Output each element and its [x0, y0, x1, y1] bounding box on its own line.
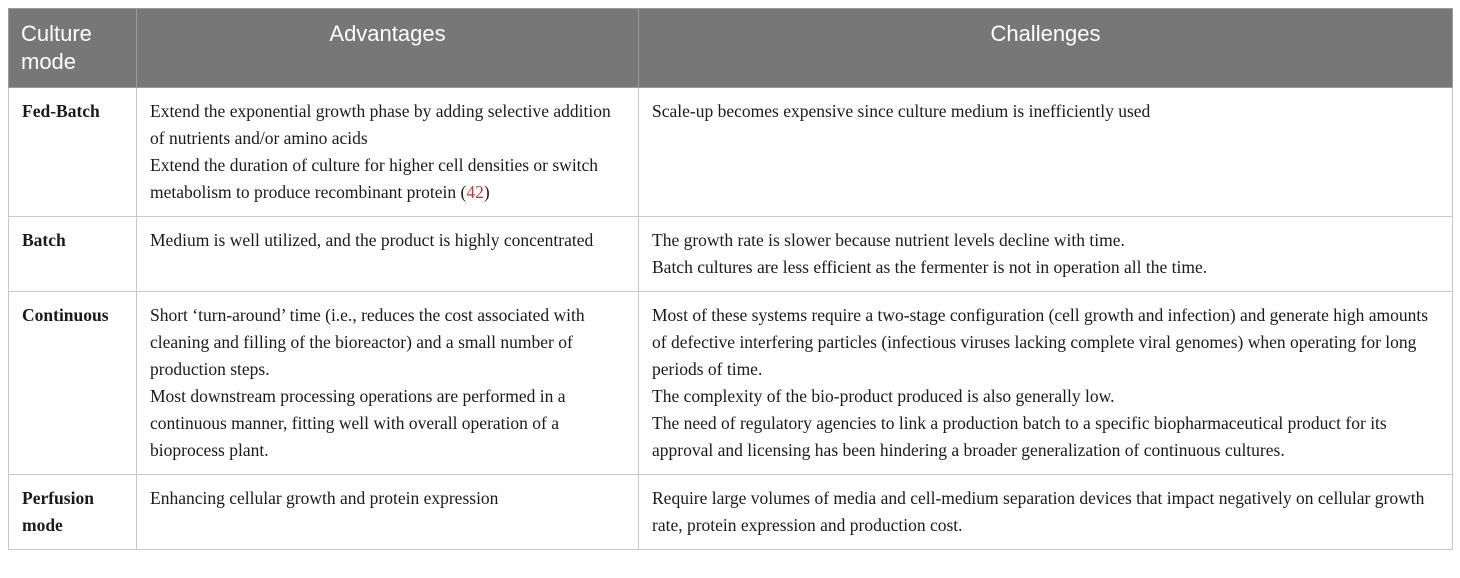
- challenge-item: The need of regulatory agencies to link a production batch to a specific biopharmaceutical product for its approval and licensing has been hindering a broader generalization of continuous cultures.: [652, 413, 1387, 460]
- header-culture-mode-label: Culture mode: [21, 21, 92, 74]
- culture-mode-table: [8, 8, 1453, 550]
- mode-cell: Batch: [9, 217, 137, 292]
- reference-close: ): [483, 182, 490, 202]
- challenge-item: Most of these systems require a two-stage configuration (cell growth and infection) and generate high amounts of defective interfering particles (infectious viruses lacking complete viral genomes) when operating for long periods of time.: [652, 305, 1429, 379]
- mode-cell: Perfusion mode: [9, 475, 137, 550]
- table-header: [9, 9, 1453, 88]
- header-challenges: [639, 9, 1453, 88]
- header-culture-mode: [9, 9, 137, 88]
- advantage-item: Most downstream processing operations are performed in a continuous manner, fitting well with overall operation of a bioprocess plant.: [150, 386, 566, 460]
- advantages-cell: [137, 475, 639, 550]
- table-body: [9, 88, 1453, 550]
- advantages-cell: [137, 292, 639, 475]
- table-row-fed-batch: [9, 88, 1453, 217]
- advantage-item: Enhancing cellular growth and protein expression: [150, 488, 499, 508]
- challenges-cell: [639, 292, 1453, 475]
- challenge-item: Scale-up becomes expensive since culture medium is inefficiently used: [652, 101, 1151, 121]
- advantage-item: Short ‘turn-around’ time (i.e., reduces the cost associated with cleaning and filling of the bioreactor) and a small number of production steps.: [150, 305, 585, 379]
- header-advantages-label: Advantages: [329, 21, 446, 46]
- table-row-batch: [9, 217, 1453, 292]
- advantage-item-text: Extend the duration of culture for higher cell densities or switch metabolism to produce recombinant protein (: [150, 155, 599, 202]
- header-advantages: [137, 9, 639, 88]
- mode-cell: Fed-Batch: [9, 88, 137, 217]
- header-row: [9, 9, 1453, 88]
- challenges-cell: [639, 88, 1453, 217]
- table-row-continuous: [9, 292, 1453, 475]
- challenges-cell: [639, 217, 1453, 292]
- challenge-item: Batch cultures are less efficient as the fermenter is not in operation all the time.: [652, 257, 1208, 277]
- mode-cell: Continuous: [9, 292, 137, 475]
- header-challenges-label: Challenges: [990, 21, 1101, 46]
- advantages-cell: [137, 217, 639, 292]
- challenge-item: The growth rate is slower because nutrient levels decline with time.: [652, 230, 1125, 250]
- advantage-item: Extend the exponential growth phase by adding selective addition of nutrients and/or amino acids: [150, 101, 611, 148]
- table-row-perfusion-mode: [9, 475, 1453, 550]
- advantage-item: Medium is well utilized, and the product is highly concentrated: [150, 230, 594, 250]
- reference-link[interactable]: 42: [466, 182, 484, 202]
- challenge-item: The complexity of the bio-product produced is also generally low.: [652, 386, 1115, 406]
- challenge-item: Require large volumes of media and cell-medium separation devices that impact negatively on cellular growth rate, protein expression and production cost.: [652, 488, 1425, 535]
- advantages-cell: [137, 88, 639, 217]
- challenges-cell: [639, 475, 1453, 550]
- advantage-item-with-ref: [150, 152, 625, 206]
